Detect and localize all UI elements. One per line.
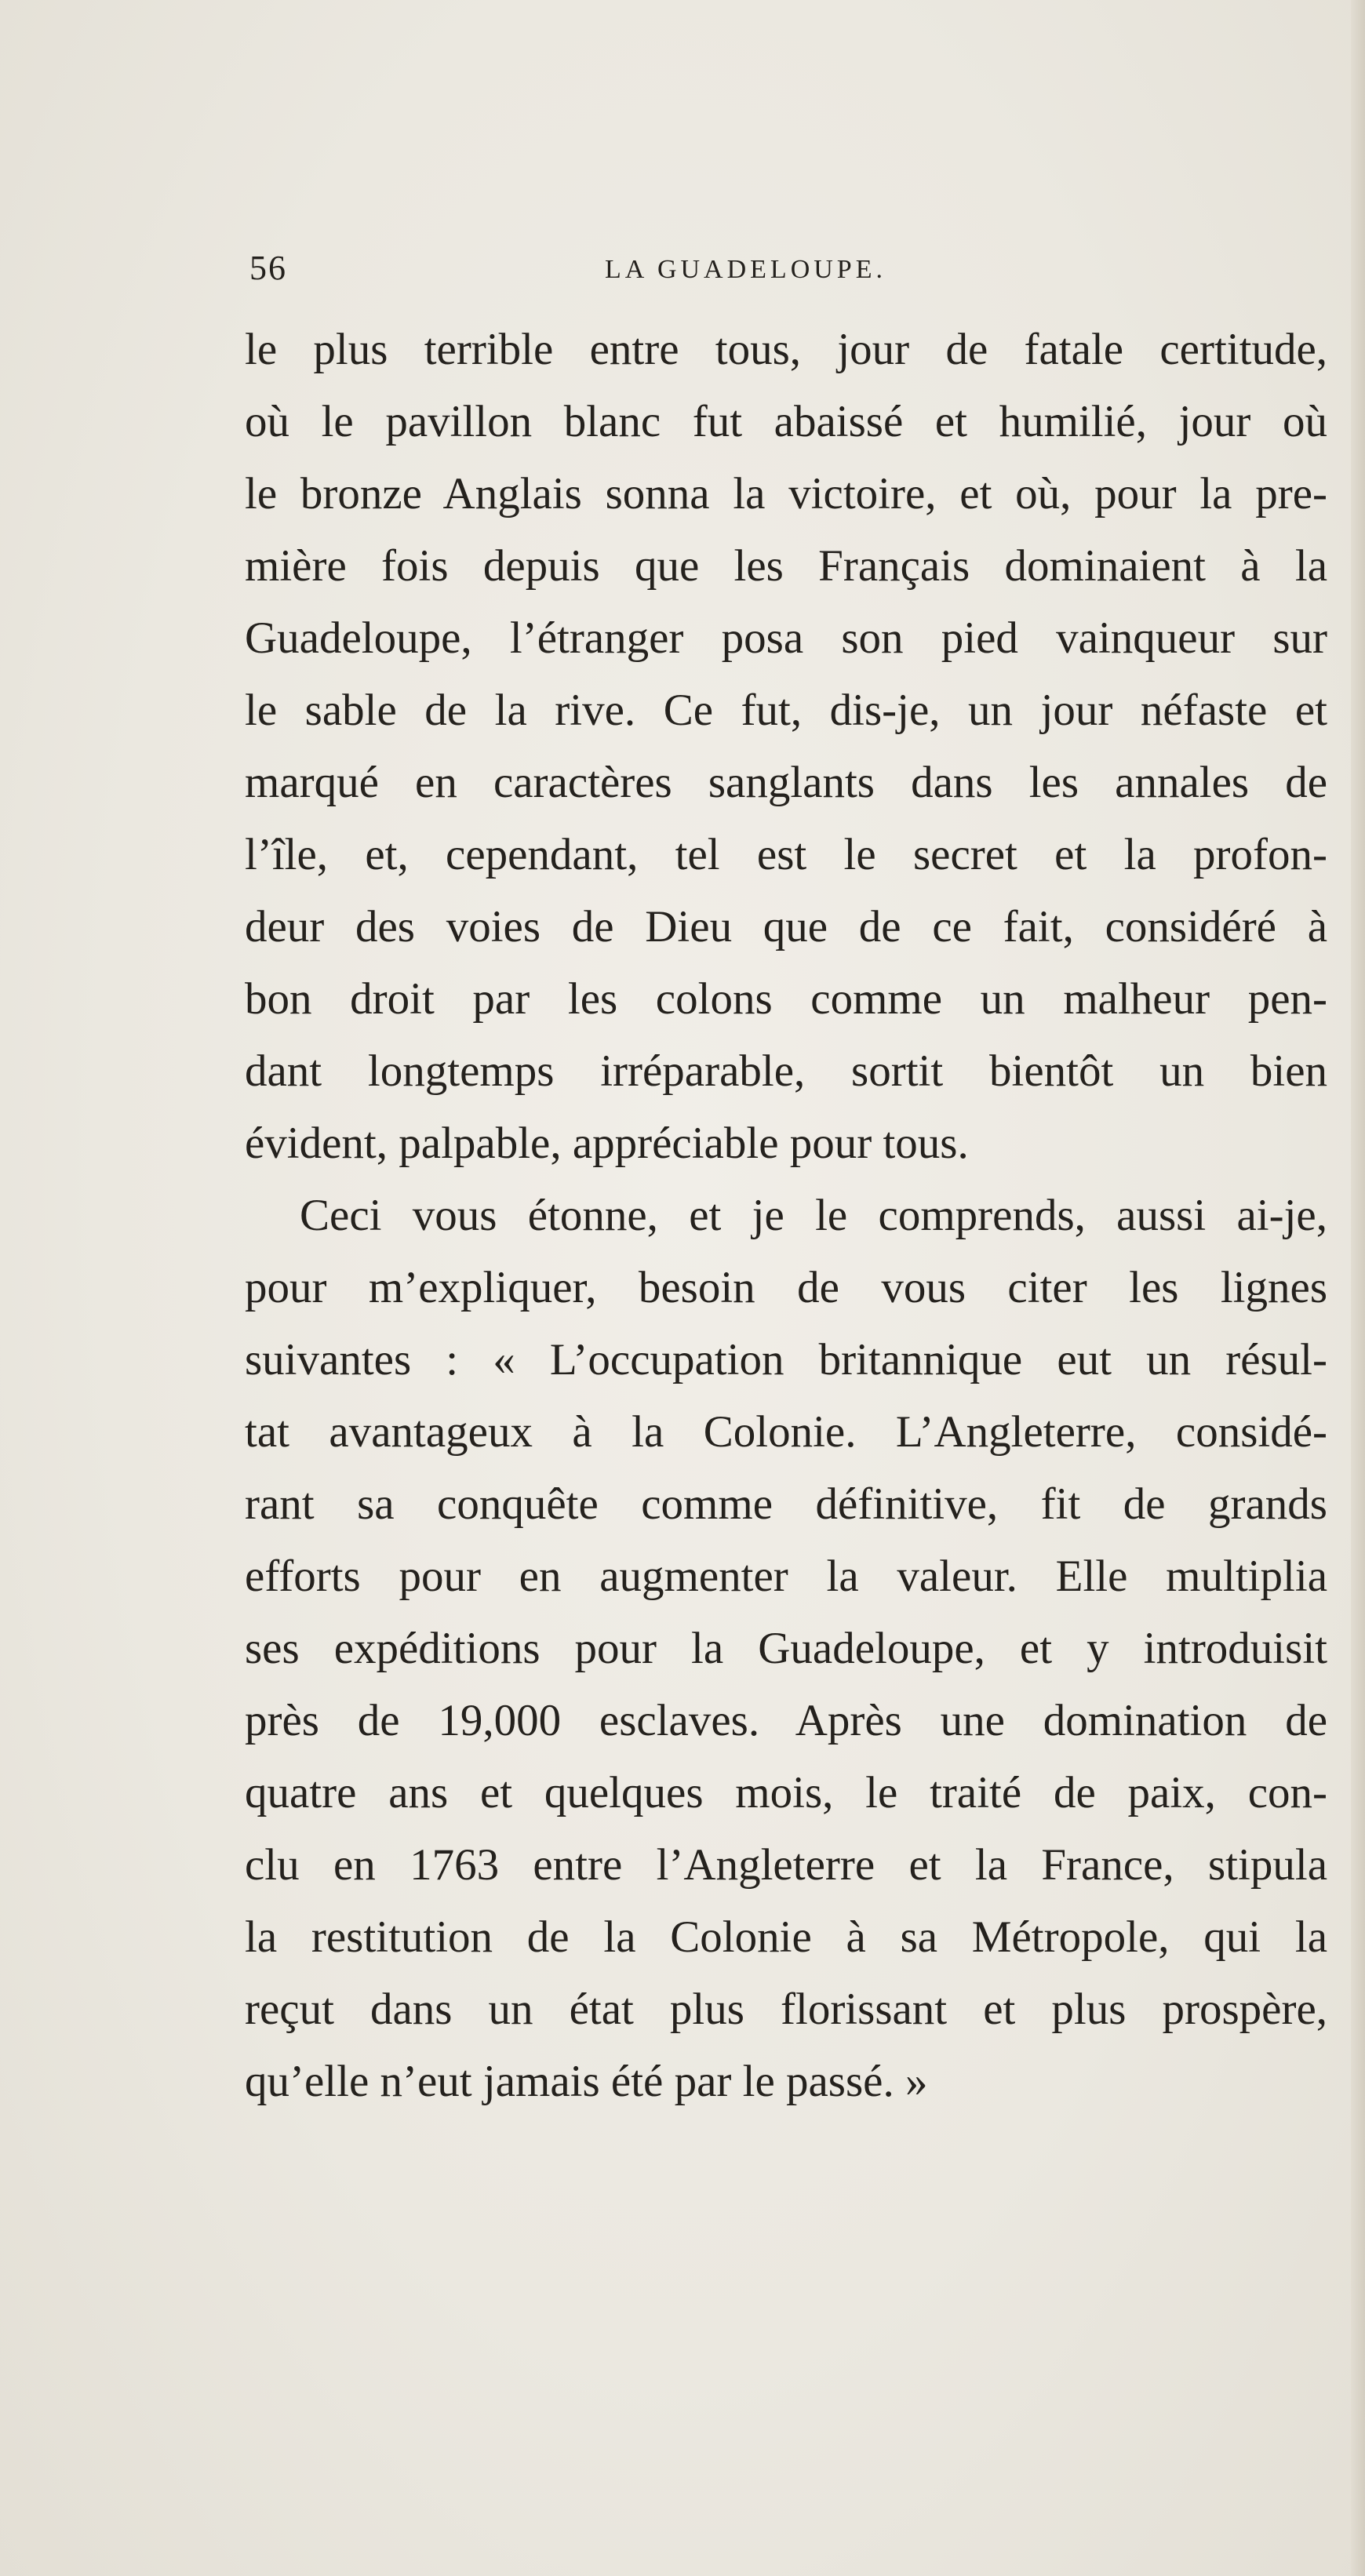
paragraph-end-line: évident, palpable, appréciable pour tous. [245, 1119, 969, 1168]
text-line: mière fois depuis que les Français dominaient à la [245, 541, 1327, 591]
text-line: l’île, et, cependant, tel est le secret et la profon- [245, 830, 1327, 879]
text-line: le bronze Anglais sonna la victoire, et où, pour la pre- [245, 469, 1327, 518]
paragraph-start-line: Ceci vous étonne, et je le comprends, aussi ai-je, [300, 1191, 1327, 1240]
text-line: efforts pour en augmenter la valeur. Elle multiplia [245, 1552, 1327, 1601]
text-line: Guadeloupe, l’étranger posa son pied vainqueur sur [245, 613, 1327, 663]
paragraph-end-line: qu’elle n’eut jamais été par le passé. » [245, 2057, 928, 2106]
text-line: marqué en caractères sanglants dans les annales de [245, 758, 1327, 807]
text-line: quatre ans et quelques mois, le traité de paix, con- [245, 1768, 1327, 1817]
body-text [245, 314, 1327, 2118]
text-line: rant sa conquête comme définitive, fit de grands [245, 1479, 1327, 1529]
text-line: bon droit par les colons comme un malheur pen- [245, 974, 1327, 1024]
text-line: suivantes : « L’occupation britannique eut un résul- [245, 1335, 1327, 1384]
text-line: dant longtemps irréparable, sortit bientôt un bien [245, 1046, 1327, 1096]
page-header [249, 245, 1332, 292]
running-title: LA GUADELOUPE. [605, 255, 886, 284]
text-line: tat avantageux à la Colonie. L’Angleterre, considé- [245, 1407, 1327, 1457]
text-line: clu en 1763 entre l’Angleterre et la France, stipula [245, 1840, 1327, 1890]
text-line: ses expéditions pour la Guadeloupe, et y introduisit [245, 1624, 1327, 1673]
page-number: 56 [249, 249, 287, 287]
text-line: près de 19,000 esclaves. Après une domination de [245, 1696, 1327, 1745]
text-line: le sable de la rive. Ce fut, dis-je, un jour néfaste et [245, 686, 1327, 735]
text-line: où le pavillon blanc fut abaissé et humilié, jour où [245, 397, 1327, 446]
text-line: deur des voies de Dieu que de ce fait, considéré à [245, 902, 1327, 951]
text-line: le plus terrible entre tous, jour de fatale certitude, [245, 325, 1327, 374]
text-line: reçut dans un état plus florissant et plus prospère, [245, 1985, 1327, 2034]
text-line: la restitution de la Colonie à sa Métropole, qui la [245, 1912, 1327, 1962]
text-line: pour m’expliquer, besoin de vous citer les lignes [245, 1263, 1327, 1312]
page-edge [1351, 0, 1365, 2576]
